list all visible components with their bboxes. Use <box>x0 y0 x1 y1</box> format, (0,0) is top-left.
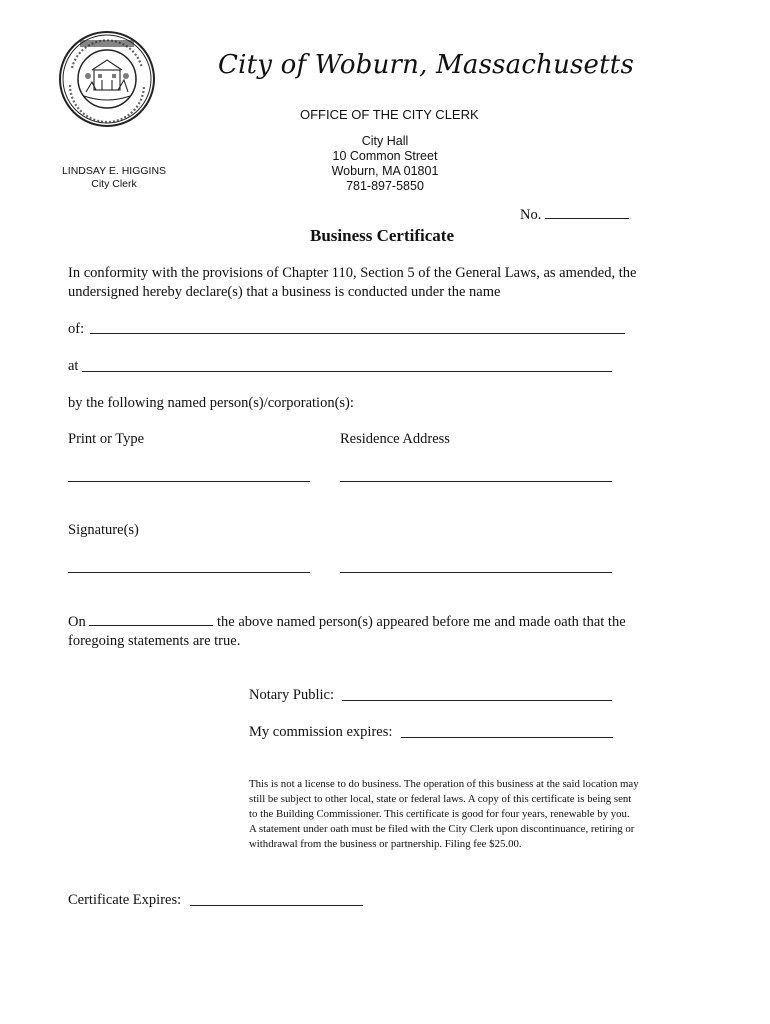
commission-label: My commission expires: <box>249 724 393 740</box>
expires-field[interactable] <box>190 905 363 906</box>
expires-label: Certificate Expires: <box>68 892 182 908</box>
disclaimer-line: A statement under oath must be filed with the City Clerk upon discontinuance, retiring or <box>249 823 635 835</box>
certificate-number <box>520 206 629 225</box>
notary-label: Notary Public: <box>249 687 334 703</box>
notary-field[interactable] <box>342 700 612 701</box>
business-address-row <box>68 357 78 376</box>
city-seal-icon <box>58 30 156 128</box>
address-line: Woburn, MA 01801 <box>331 164 439 178</box>
signature-label: Signature(s) <box>68 522 139 538</box>
disclaimer-line: withdrawal from the business or partnership. Filing fee $25.00. <box>249 838 522 850</box>
address-line: 781-897-5850 <box>346 179 424 193</box>
signature-residence-field[interactable] <box>340 572 612 573</box>
business-name-row <box>68 320 84 339</box>
intro-line-2: undersigned hereby declare(s) that a business is conducted under the name <box>68 284 501 300</box>
business-name-field[interactable] <box>90 333 625 334</box>
business-address-field[interactable] <box>82 371 612 372</box>
oath-line-2: foregoing statements are true. <box>68 633 241 649</box>
disclaimer-line: still be subject to other local, state or federal laws. A copy of this certificate is being sent <box>249 793 632 805</box>
disclaimer-line: to the Building Commissioner. This certificate is good for four years, renewable by you. <box>249 808 630 820</box>
name-field[interactable] <box>68 481 310 482</box>
form-heading: Business Certificate <box>310 226 455 245</box>
clerk-title: City Clerk <box>91 178 137 190</box>
residence-label: Residence Address <box>340 431 450 447</box>
clerk-name: LINDSAY E. HIGGINS <box>61 165 167 177</box>
disclaimer-line: This is not a license to do business. The operation of this business at the said location may <box>249 778 639 790</box>
expires-row <box>68 891 181 910</box>
oath-on-label: On <box>68 614 86 630</box>
clerk-block <box>52 165 176 191</box>
at-label: at <box>68 358 79 374</box>
address-block <box>300 134 470 194</box>
commission-row <box>249 723 392 742</box>
number-label: No. <box>520 207 542 223</box>
oath-date-field[interactable] <box>89 613 213 626</box>
notary-row <box>249 686 334 705</box>
oath-text: the above named person(s) appeared before me and made oath that the <box>216 614 626 630</box>
number-field[interactable] <box>545 206 629 219</box>
oath-line-1 <box>68 613 626 632</box>
print-label: Print or Type <box>68 431 145 447</box>
commission-field[interactable] <box>401 737 613 738</box>
intro-line-1: In conformity with the provisions of Chapter 110, Section 5 of the General Laws, as amended, the <box>68 265 637 281</box>
address-line: 10 Common Street <box>332 149 438 163</box>
address-line: City Hall <box>361 134 409 148</box>
page-title: City of Woburn, Massachusetts <box>218 50 634 80</box>
residence-field[interactable] <box>340 481 612 482</box>
persons-label: by the following named person(s)/corporation(s): <box>68 395 354 411</box>
disclaimer <box>249 777 719 852</box>
office-heading: OFFICE OF THE CITY CLERK <box>300 107 479 122</box>
of-label: of: <box>68 321 85 337</box>
signature-field[interactable] <box>68 572 310 573</box>
